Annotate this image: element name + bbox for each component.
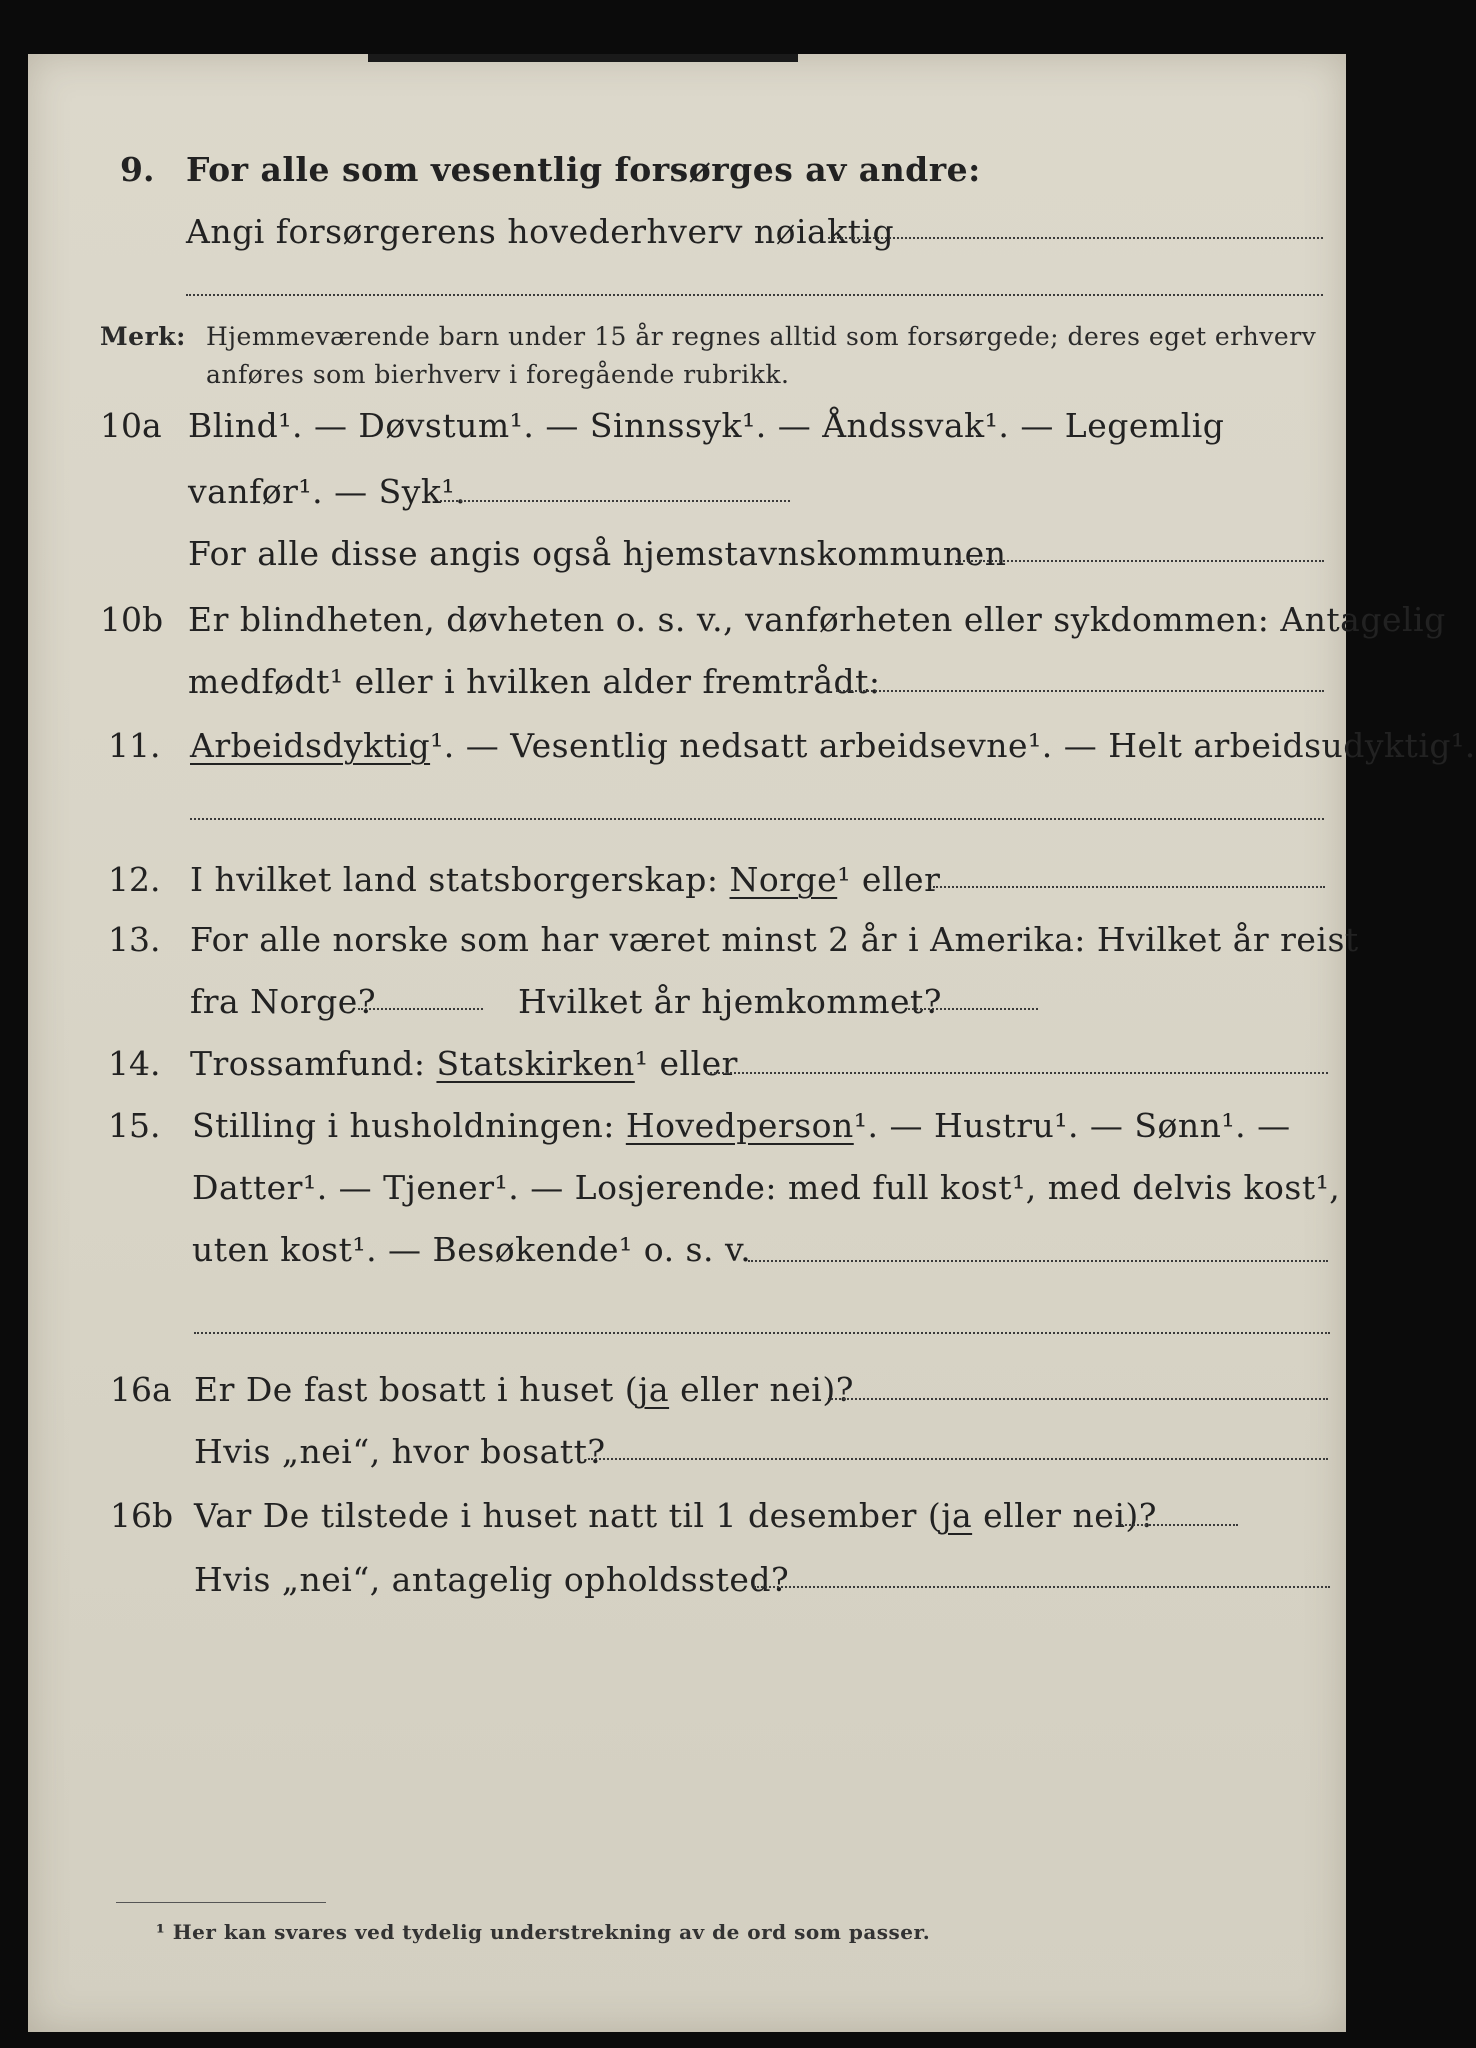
q12-answer: Norge [729, 860, 838, 899]
q14-pre: Trossamfund: [190, 1044, 426, 1083]
q11-answer-line[interactable] [190, 818, 1324, 820]
q12-post: ¹ eller [837, 860, 941, 899]
q16b-pre: Var De tilstede i huset natt til 1 desember ( [194, 1496, 942, 1535]
q16b-line1 [194, 1496, 1157, 1535]
q9-answer-line-2[interactable] [186, 294, 1323, 296]
census-form-page [28, 54, 1476, 2032]
q16b-line2: Hvis „nei“, antagelig opholdssted? [194, 1560, 790, 1599]
q13-line2b: Hvilket år hjemkommet? [518, 982, 942, 1021]
q15-number: 15. [108, 1106, 161, 1145]
q10a-line1: Blind¹. — Døvstum¹. — Sinnssyk¹. — Åndssvak¹. — Legemlig [188, 406, 1225, 445]
q12-pre: I hvilket land statsborgerskap: [190, 860, 719, 899]
merk-label: Merk: [100, 322, 186, 351]
q15-line3: uten kost¹. — Besøkende¹ o. s. v. [192, 1230, 752, 1269]
q11-answer: Arbeidsdyktig [190, 726, 431, 765]
q10a-line3: For alle disse angis også hjemstavnskommunen [188, 534, 1007, 573]
q11-number: 11. [108, 726, 161, 765]
q16b-answer: ja [941, 1496, 973, 1535]
q15-answer: Hovedperson [625, 1106, 854, 1145]
q14-post: ¹ eller [634, 1044, 738, 1083]
footnote: ¹ Her kan svares ved tydelig understrekning av de ord som passer. [156, 1920, 931, 1944]
q9-number: 9. [120, 150, 155, 189]
q14-line [190, 1044, 738, 1083]
q11-rest: ¹. — Vesentlig nedsatt arbeidsevne¹. — Helt arbeidsudyktig¹. [430, 726, 1476, 765]
q13-line2a: fra Norge? [190, 982, 377, 1021]
q13-answer-line-b[interactable] [908, 1008, 1038, 1010]
q10b-number: 10b [100, 600, 164, 639]
q10b-line2: medfødt¹ eller i hvilken alder fremtrådt: [188, 662, 881, 701]
q14-number: 14. [108, 1044, 161, 1083]
q14-answer-line[interactable] [706, 1072, 1328, 1074]
q16b-number: 16b [110, 1496, 174, 1535]
q16b-answer-line[interactable] [1118, 1524, 1238, 1526]
q16b-answer-line-2[interactable] [754, 1586, 1330, 1588]
q15-answer-line-2[interactable] [194, 1332, 1330, 1334]
top-edge-mark [368, 54, 798, 62]
q16a-pre: Er De fast bosatt i huset ( [194, 1370, 639, 1409]
q15-answer-line[interactable] [748, 1260, 1328, 1262]
q12-answer-line[interactable] [933, 886, 1325, 888]
q9-answer-line[interactable] [828, 237, 1323, 239]
q13-answer-line-a[interactable] [358, 1008, 483, 1010]
q10a-answer-line[interactable] [440, 500, 790, 502]
q9-line1: For alle som vesentlig forsørges av andre: [186, 150, 981, 189]
q12-line [190, 860, 940, 899]
q14-answer: Statskirken [436, 1044, 635, 1083]
merk-line1: Hjemmeværende barn under 15 år regnes alltid som forsørgede; deres eget erhverv [206, 322, 1317, 351]
q10a-answer-line-2[interactable] [956, 560, 1324, 562]
q13-number: 13. [108, 920, 161, 959]
q10b-answer-line[interactable] [836, 690, 1324, 692]
q16a-answer: ja [638, 1370, 670, 1409]
q16a-line2: Hvis „nei“, hvor bosatt? [194, 1432, 606, 1471]
q10a-line2: vanfør¹. — Syk¹. [188, 472, 467, 511]
q15-post: ¹. — Hustru¹. — Sønn¹. — [853, 1106, 1291, 1145]
q16a-number: 16a [110, 1370, 172, 1409]
q16a-post: eller nei)? [669, 1370, 854, 1409]
q16a-answer-line[interactable] [828, 1398, 1328, 1400]
q16a-line1 [194, 1370, 854, 1409]
q10b-line1: Er blindheten, døvheten o. s. v., vanførheten eller sykdommen: Antagelig [188, 600, 1446, 639]
q10a-number: 10a [100, 406, 162, 445]
q9-line2: Angi forsørgerens hovederhverv nøiaktig [186, 212, 895, 251]
q16a-answer-line-2[interactable] [588, 1458, 1328, 1460]
q12-number: 12. [108, 860, 161, 899]
q13-line1: For alle norske som har været minst 2 år i Amerika: Hvilket år reist [190, 920, 1359, 959]
footnote-rule [116, 1902, 326, 1903]
q15-line2: Datter¹. — Tjener¹. — Losjerende: med full kost¹, med delvis kost¹, [192, 1168, 1341, 1207]
merk-line2: anføres som bierhverv i foregående rubrikk. [206, 360, 790, 389]
q11-line [190, 726, 1476, 765]
q15-pre: Stilling i husholdningen: [192, 1106, 615, 1145]
q15-line1 [192, 1106, 1291, 1145]
q16b-post: eller nei)? [972, 1496, 1157, 1535]
